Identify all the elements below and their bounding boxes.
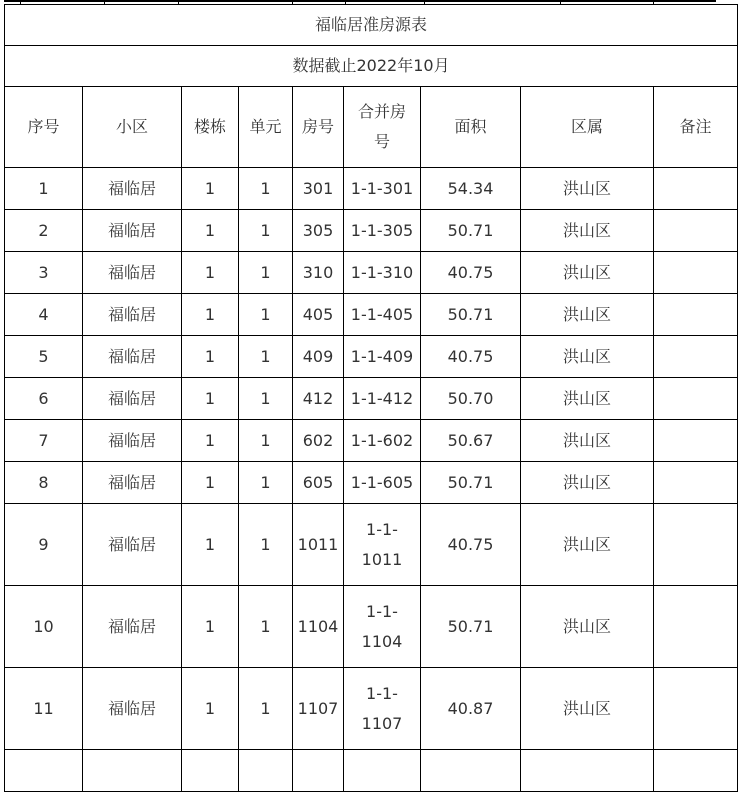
cell-community: 福临居 [83, 504, 182, 586]
cell-area: 54.34 [421, 168, 521, 210]
cell-area: 50.71 [421, 462, 521, 504]
cell-index: 6 [5, 378, 83, 420]
cell-community: 福临居 [83, 252, 182, 294]
cell-community: 福临居 [83, 586, 182, 668]
cell-district: 洪山区 [521, 252, 654, 294]
cell-unit: 1 [239, 210, 293, 252]
cell-area: 50.71 [421, 210, 521, 252]
header-index: 序号 [5, 87, 83, 168]
cell-room: 1107 [293, 668, 344, 750]
cell-area [421, 750, 521, 792]
table-row [5, 252, 738, 294]
cell-room: 605 [293, 462, 344, 504]
header-merged-line1: 合并房 [357, 102, 406, 121]
cell-room: 305 [293, 210, 344, 252]
cell-index: 9 [5, 504, 83, 586]
cell-merged: 1-1-412 [344, 378, 421, 420]
cell-building: 1 [182, 462, 239, 504]
cell-building: 1 [182, 336, 239, 378]
header-district: 区属 [521, 87, 654, 168]
cell-area: 40.75 [421, 252, 521, 294]
cell-district: 洪山区 [521, 504, 654, 586]
table-row [5, 168, 738, 210]
cell-community: 福临居 [83, 668, 182, 750]
cell-district: 洪山区 [521, 462, 654, 504]
table-row [5, 462, 738, 504]
table-row [5, 210, 738, 252]
table-subtitle: 数据截止2022年10月 [5, 46, 738, 87]
cell-index: 11 [5, 668, 83, 750]
cell-room: 602 [293, 420, 344, 462]
cell-index: 7 [5, 420, 83, 462]
cell-area: 50.67 [421, 420, 521, 462]
cell-room: 405 [293, 294, 344, 336]
cell-building: 1 [182, 586, 239, 668]
cell-note [654, 378, 738, 420]
cell-index [5, 750, 83, 792]
cell-district [521, 750, 654, 792]
cell-unit: 1 [239, 378, 293, 420]
header-room: 房号 [293, 87, 344, 168]
header-note: 备注 [654, 87, 738, 168]
cell-merged-line1: 1-1- [366, 601, 398, 621]
cell-merged: 1-1-301 [344, 168, 421, 210]
cell-merged-line2: 1107 [361, 713, 403, 733]
cell-note [654, 750, 738, 792]
cell-area: 40.75 [421, 336, 521, 378]
cell-area: 50.71 [421, 586, 521, 668]
header-building: 楼栋 [182, 87, 239, 168]
cell-index: 10 [5, 586, 83, 668]
cell-room: 310 [293, 252, 344, 294]
cell-district: 洪山区 [521, 294, 654, 336]
cell-building: 1 [182, 378, 239, 420]
cell-district: 洪山区 [521, 586, 654, 668]
cell-note [654, 210, 738, 252]
header-community: 小区 [83, 87, 182, 168]
cell-unit: 1 [239, 252, 293, 294]
cell-community: 福临居 [83, 294, 182, 336]
cell-building: 1 [182, 294, 239, 336]
cell-district: 洪山区 [521, 336, 654, 378]
cell-area: 50.70 [421, 378, 521, 420]
cell-merged-line2: 1104 [361, 631, 403, 651]
cell-merged-line2: 1011 [361, 549, 403, 569]
cell-building: 1 [182, 504, 239, 586]
cell-index: 8 [5, 462, 83, 504]
cell-district: 洪山区 [521, 420, 654, 462]
cell-index: 2 [5, 210, 83, 252]
cell-unit: 1 [239, 420, 293, 462]
table-title: 福临居准房源表 [5, 5, 738, 46]
cell-merged: 1-1-605 [344, 462, 421, 504]
cell-unit: 1 [239, 462, 293, 504]
cell-area: 40.87 [421, 668, 521, 750]
header-merged [344, 87, 421, 168]
cell-building: 1 [182, 210, 239, 252]
table-row [5, 378, 738, 420]
cell-note [654, 462, 738, 504]
cell-unit [239, 750, 293, 792]
cell-merged [344, 504, 421, 586]
cell-district: 洪山区 [521, 210, 654, 252]
cell-index: 1 [5, 168, 83, 210]
cell-note [654, 504, 738, 586]
cell-note [654, 252, 738, 294]
cell-area: 50.71 [421, 294, 521, 336]
cell-district: 洪山区 [521, 668, 654, 750]
cell-building: 1 [182, 168, 239, 210]
cell-room: 412 [293, 378, 344, 420]
cell-community [83, 750, 182, 792]
cell-merged: 1-1-409 [344, 336, 421, 378]
table-row [5, 336, 738, 378]
cell-district: 洪山区 [521, 168, 654, 210]
cell-room: 409 [293, 336, 344, 378]
table-row [5, 420, 738, 462]
cell-merged: 1-1-305 [344, 210, 421, 252]
header-area: 面积 [421, 87, 521, 168]
cell-unit: 1 [239, 586, 293, 668]
header-merged-line2: 号 [373, 132, 390, 151]
cell-merged-line1: 1-1- [366, 683, 398, 703]
cell-building: 1 [182, 252, 239, 294]
cell-index: 5 [5, 336, 83, 378]
table-row [5, 504, 738, 586]
cell-room [293, 750, 344, 792]
cell-community: 福临居 [83, 462, 182, 504]
cell-building: 1 [182, 668, 239, 750]
cell-merged [344, 668, 421, 750]
cell-community: 福临居 [83, 336, 182, 378]
cell-room: 301 [293, 168, 344, 210]
cell-community: 福临居 [83, 420, 182, 462]
cell-merged: 1-1-602 [344, 420, 421, 462]
cell-merged-line1: 1-1- [366, 519, 398, 539]
cell-merged: 1-1-405 [344, 294, 421, 336]
cell-building [182, 750, 239, 792]
housing-table [4, 4, 738, 792]
cell-room: 1104 [293, 586, 344, 668]
cell-note [654, 168, 738, 210]
cell-unit: 1 [239, 504, 293, 586]
cell-room: 1011 [293, 504, 344, 586]
table-row [5, 586, 738, 668]
cell-index: 4 [5, 294, 83, 336]
cell-note [654, 586, 738, 668]
header-row [5, 87, 738, 168]
cell-community: 福临居 [83, 378, 182, 420]
cell-community: 福临居 [83, 210, 182, 252]
table-row [5, 668, 738, 750]
cell-unit: 1 [239, 294, 293, 336]
cell-area: 40.75 [421, 504, 521, 586]
cell-district: 洪山区 [521, 378, 654, 420]
cell-index: 3 [5, 252, 83, 294]
cell-community: 福临居 [83, 168, 182, 210]
cell-note [654, 294, 738, 336]
cell-note [654, 668, 738, 750]
cell-unit: 1 [239, 168, 293, 210]
cell-unit: 1 [239, 336, 293, 378]
cell-unit: 1 [239, 668, 293, 750]
cell-merged: 1-1-310 [344, 252, 421, 294]
table-row [5, 294, 738, 336]
cell-merged [344, 750, 421, 792]
cell-note [654, 336, 738, 378]
header-unit: 单元 [239, 87, 293, 168]
cell-note [654, 420, 738, 462]
cell-building: 1 [182, 420, 239, 462]
table-row-partial [5, 750, 738, 792]
cell-merged [344, 586, 421, 668]
